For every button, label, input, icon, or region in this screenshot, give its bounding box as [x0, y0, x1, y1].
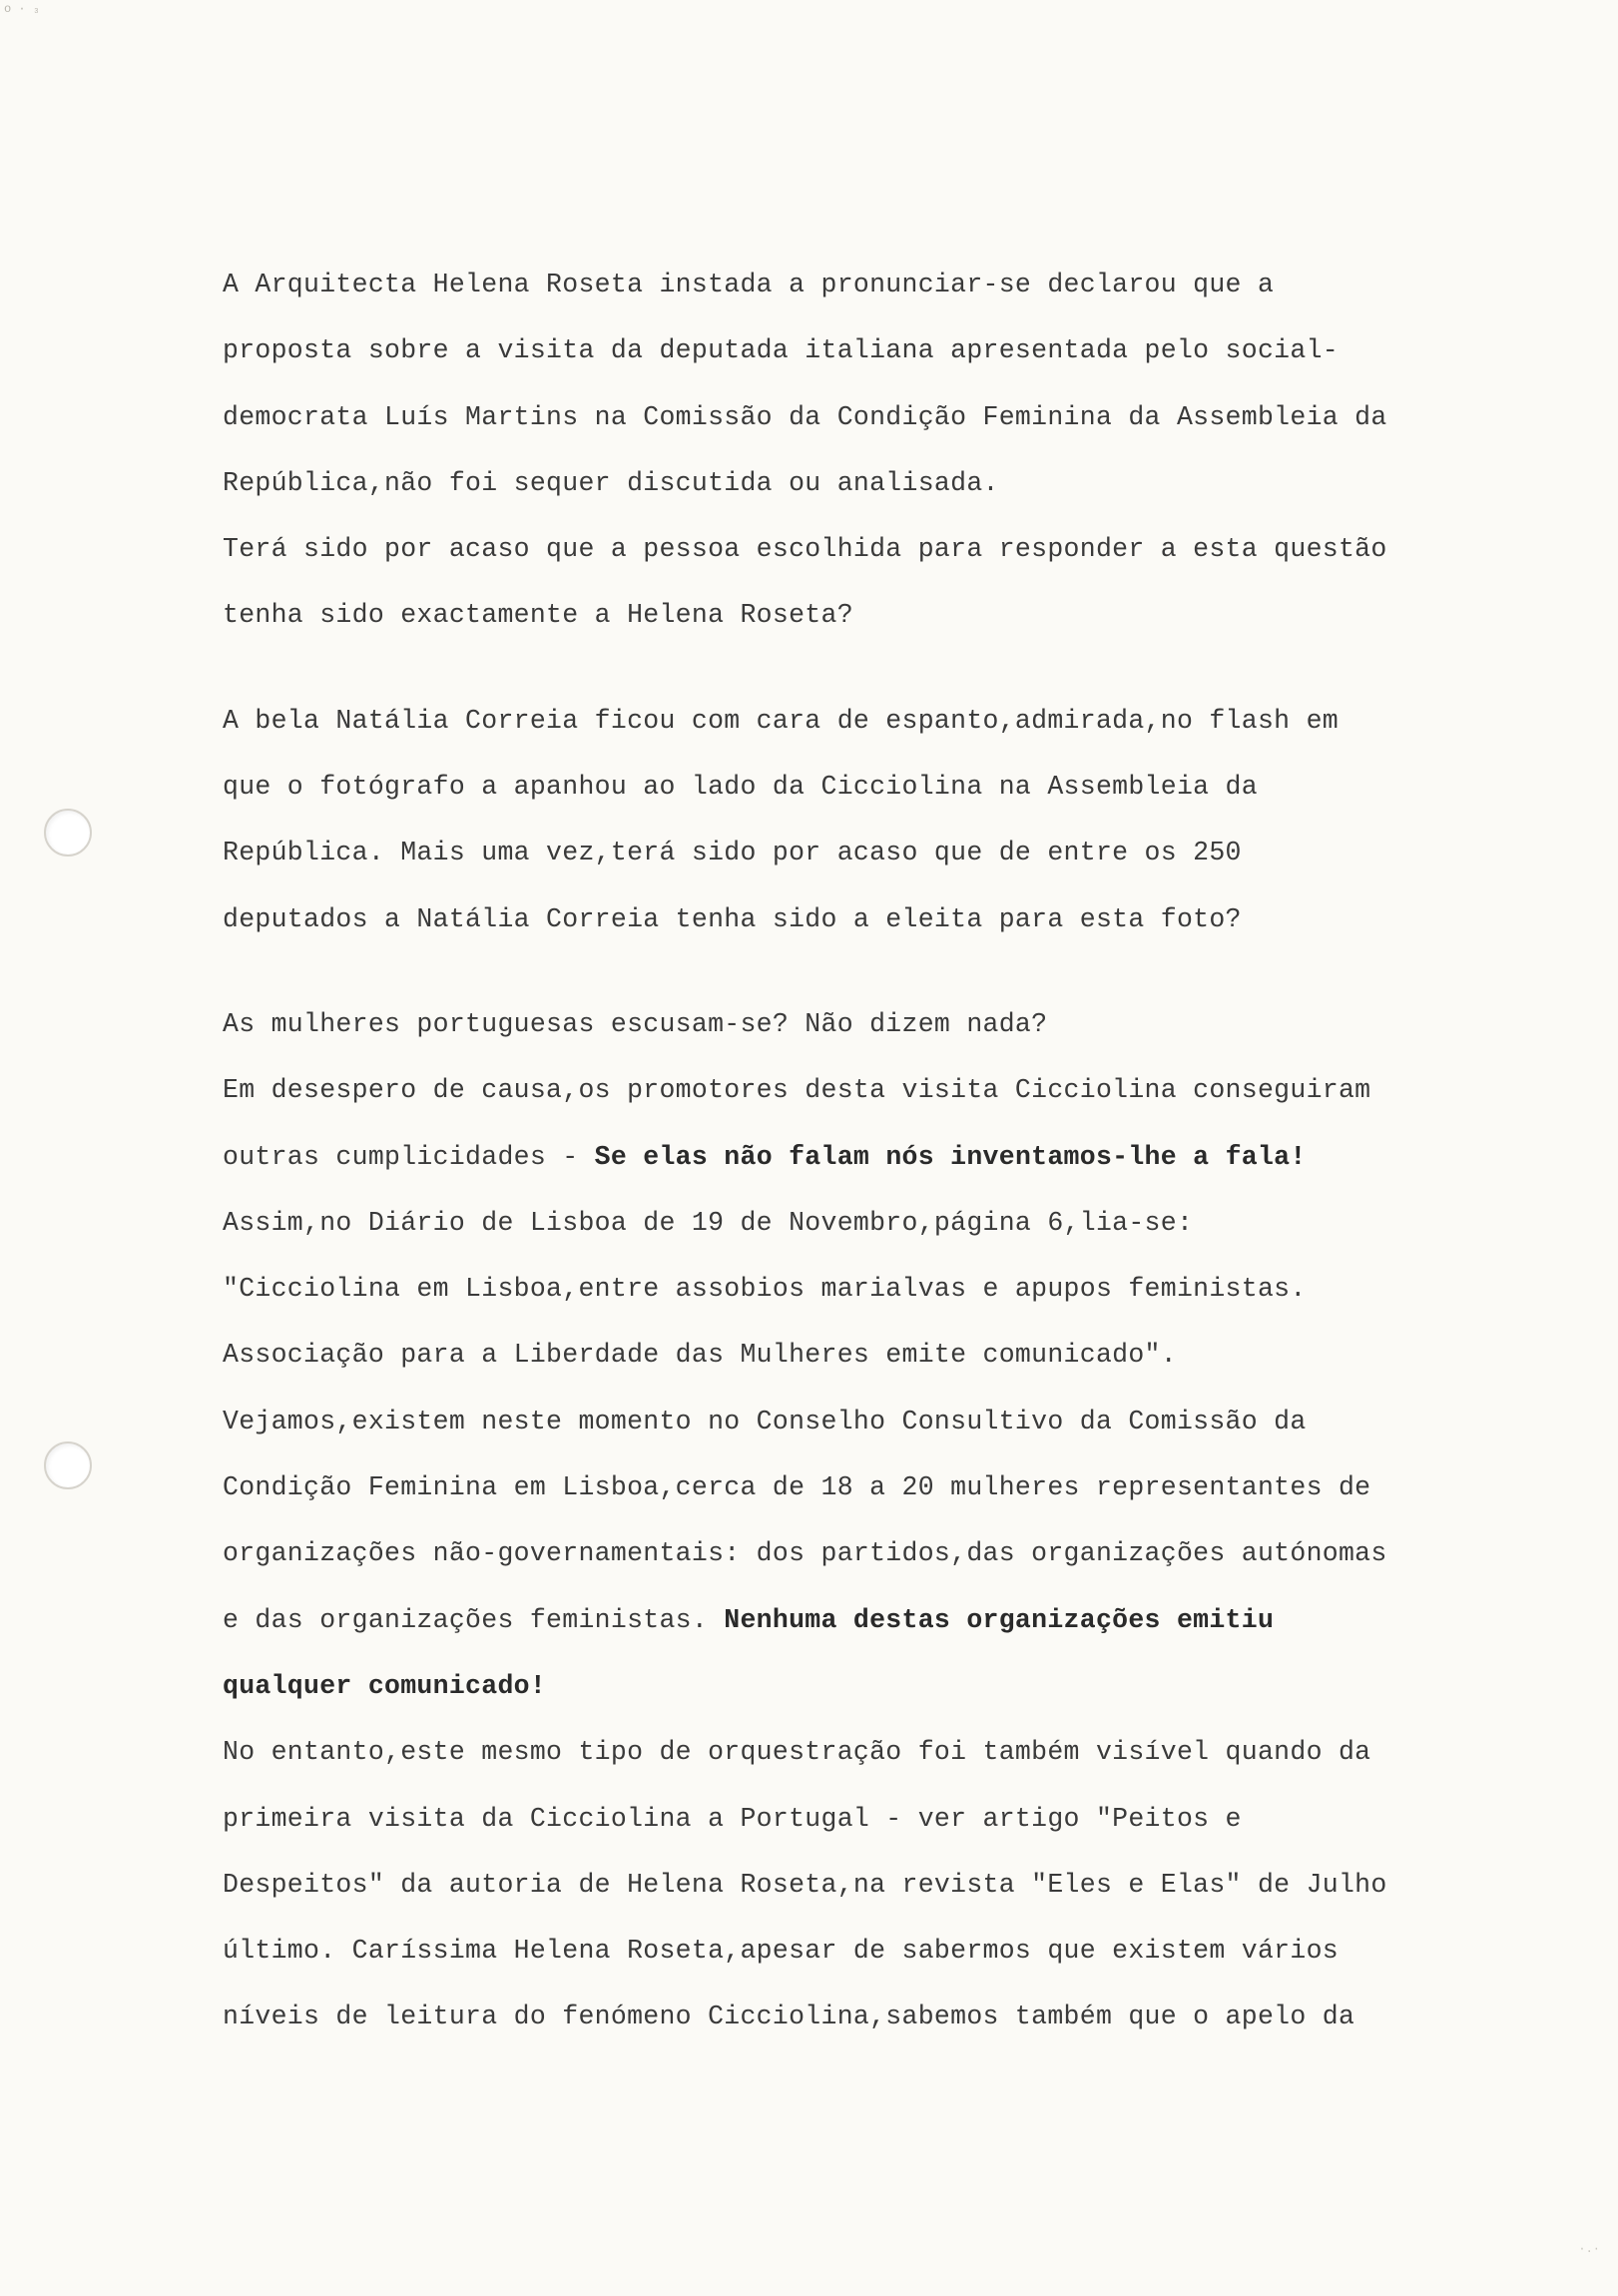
text-line	[223, 1057, 1470, 1123]
body-text: A Arquitecta Helena Roseta instada a pronunciar-se declarou que a	[223, 270, 1275, 299]
text-line	[223, 1124, 1470, 1190]
text-line	[223, 1719, 1470, 1785]
body-text: Associação para a Liberdade das Mulheres emite comunicado".	[223, 1340, 1177, 1371]
text-line	[223, 1322, 1470, 1388]
text-line	[223, 1256, 1470, 1322]
text-line	[223, 582, 1470, 648]
text-line	[223, 1389, 1470, 1454]
text-line	[223, 1190, 1470, 1256]
body-text: Terá sido por acaso que a pessoa escolhida para responder a esta questão	[223, 534, 1387, 565]
emphasis-text: Se elas não falam nós inventamos-lhe a fala!	[594, 1141, 1307, 1172]
text-line	[223, 754, 1470, 820]
text-line	[223, 820, 1470, 885]
document-body	[223, 252, 1470, 2050]
text-line	[223, 450, 1470, 516]
text-line	[223, 516, 1470, 582]
corner-scan-mark-bottom: ·.·	[1578, 2242, 1600, 2256]
punch-hole-top	[44, 809, 92, 857]
text-line	[223, 1587, 1470, 1653]
emphasis-text: qualquer comunicado!	[223, 1670, 547, 1701]
body-text: Despeitos" da autoria de Helena Roseta,na revista "Eles e Elas" de Julho	[223, 1869, 1387, 1900]
body-text: democrata Luís Martins na Comissão da Condição Feminina da Assembleia da	[223, 401, 1387, 432]
body-text: que o fotógrafo a apanhou ao lado da Cicciolina na Assembleia da	[223, 772, 1258, 803]
corner-scan-mark: o · ₃	[4, 2, 41, 16]
body-text: A bela Natália Correia ficou com cara de espanto,admirada,no flash em	[223, 705, 1339, 736]
text-line	[223, 688, 1470, 754]
text-line	[223, 384, 1470, 450]
body-text: proposta sobre a visita da deputada italiana apresentada pelo social-	[223, 335, 1339, 366]
body-text: "Cicciolina em Lisboa,entre assobios marialvas e apupos feministas.	[223, 1274, 1307, 1305]
body-text: Em desespero de causa,os promotores desta visita Cicciolina conseguiram	[223, 1075, 1371, 1106]
body-text: níveis de leitura do fenómeno Cicciolina,sabemos também que o apelo da	[223, 2002, 1355, 2032]
text-line	[223, 991, 1470, 1057]
body-text: outras cumplicidades -	[223, 1141, 595, 1172]
text-line	[223, 1454, 1470, 1520]
body-text: Condição Feminina em Lisboa,cerca de 18 a 20 mulheres representantes de	[223, 1472, 1371, 1503]
body-text: tenha sido exactamente a Helena Roseta?	[223, 600, 853, 631]
text-line	[223, 886, 1470, 952]
body-text: República,não foi sequer discutida ou analisada.	[223, 467, 999, 498]
body-text: Assim,no Diário de Lisboa de 19 de Novembro,página 6,lia-se:	[223, 1207, 1194, 1238]
text-line	[223, 1918, 1470, 1984]
text-line	[223, 317, 1470, 383]
text-line	[223, 1786, 1470, 1852]
paragraph-gap	[223, 952, 1470, 991]
text-line	[223, 1653, 1470, 1719]
body-text: Vejamos,existem neste momento no Conselho Consultivo da Comissão da	[223, 1406, 1307, 1436]
body-text: As mulheres portuguesas escusam-se? Não dizem nada?	[223, 1008, 1048, 1039]
body-text: República. Mais uma vez,terá sido por acaso que de entre os 250	[223, 838, 1242, 868]
text-line	[223, 1520, 1470, 1586]
text-line	[223, 1984, 1470, 2049]
body-text: deputados a Natália Correia tenha sido a eleita para esta foto?	[223, 903, 1242, 934]
body-text: organizações não-governamentais: dos partidos,das organizações autónomas	[223, 1538, 1387, 1569]
body-text: primeira visita da Cicciolina a Portugal - ver artigo "Peitos e	[223, 1803, 1242, 1834]
text-line	[223, 252, 1470, 317]
punch-hole-bottom	[44, 1441, 92, 1489]
body-text: No entanto,este mesmo tipo de orquestração foi também visível quando da	[223, 1737, 1371, 1768]
paragraph-gap	[223, 649, 1470, 688]
body-text: e das organizações feministas.	[223, 1604, 725, 1635]
text-line	[223, 1852, 1470, 1918]
emphasis-text: Nenhuma destas organizações emitiu	[724, 1604, 1275, 1635]
body-text: último. Caríssima Helena Roseta,apesar de sabermos que existem vários	[223, 1936, 1339, 1967]
